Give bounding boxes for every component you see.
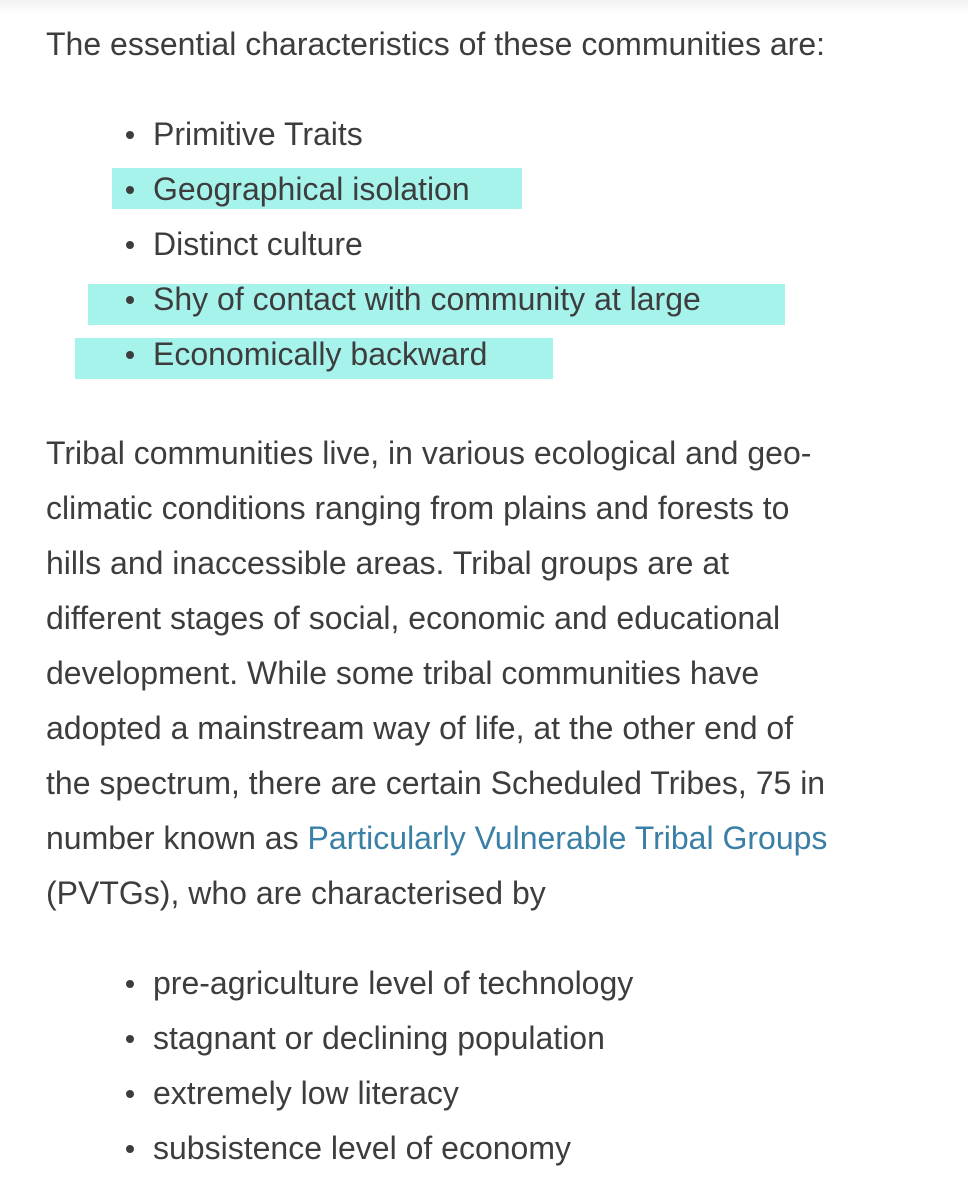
- list-item-text: Primitive Traits: [153, 116, 363, 152]
- list-item-text: Economically backward: [153, 336, 488, 372]
- bullet-dot: [126, 296, 134, 304]
- list-item: [0, 272, 968, 327]
- list-item: [0, 1121, 968, 1176]
- list-item: [0, 107, 968, 162]
- intro-sentence: The essential characteristics of these communities are:: [46, 26, 825, 62]
- paragraph-line: [46, 811, 827, 866]
- list-item-text: subsistence level of economy: [153, 1130, 571, 1166]
- tribal-paragraph: [46, 426, 827, 921]
- bullet-dot: [126, 1035, 134, 1043]
- characteristics-list: [0, 107, 968, 382]
- list-item: [0, 1011, 968, 1066]
- pvtg-link[interactable]: Particularly Vulnerable Tribal Groups: [307, 820, 828, 856]
- list-item-text: stagnant or declining population: [153, 1020, 605, 1056]
- paragraph-line: hills and inaccessible areas. Tribal groups are at: [46, 545, 730, 581]
- bullet-dot: [126, 1090, 134, 1098]
- list-item: [0, 1066, 968, 1121]
- paragraph-line-prefix: number known as: [46, 820, 308, 856]
- paragraph-line: development. While some tribal communities have: [46, 655, 760, 691]
- bullet-dot: [126, 131, 134, 139]
- bullet-dot: [126, 1145, 134, 1153]
- list-item-text: Geographical isolation: [153, 171, 470, 207]
- list-item: [0, 217, 968, 272]
- list-item-text: Distinct culture: [153, 226, 363, 262]
- bullet-dot: [126, 980, 134, 988]
- list-item: [0, 162, 968, 217]
- list-item: [0, 327, 968, 382]
- list-item-text: pre-agriculture level of technology: [153, 965, 634, 1001]
- top-shadow: [0, 0, 968, 14]
- bullet-dot: [126, 186, 134, 194]
- paragraph-line: adopted a mainstream way of life, at the other end of: [46, 710, 794, 746]
- paragraph-line: the spectrum, there are certain Scheduled Tribes, 75 in: [46, 765, 826, 801]
- paragraph-line: (PVTGs), who are characterised by: [46, 875, 546, 911]
- bullet-dot: [126, 351, 134, 359]
- pvtg-traits-list: [0, 956, 968, 1176]
- list-item-text: Shy of contact with community at large: [153, 281, 701, 317]
- bullet-dot: [126, 241, 134, 249]
- paragraph-line: Tribal communities live, in various ecological and geo-: [46, 435, 812, 471]
- list-item-text: extremely low literacy: [153, 1075, 459, 1111]
- list-item: [0, 956, 968, 1011]
- paragraph-line: climatic conditions ranging from plains and forests to: [46, 490, 790, 526]
- paragraph-line: different stages of social, economic and educational: [46, 600, 781, 636]
